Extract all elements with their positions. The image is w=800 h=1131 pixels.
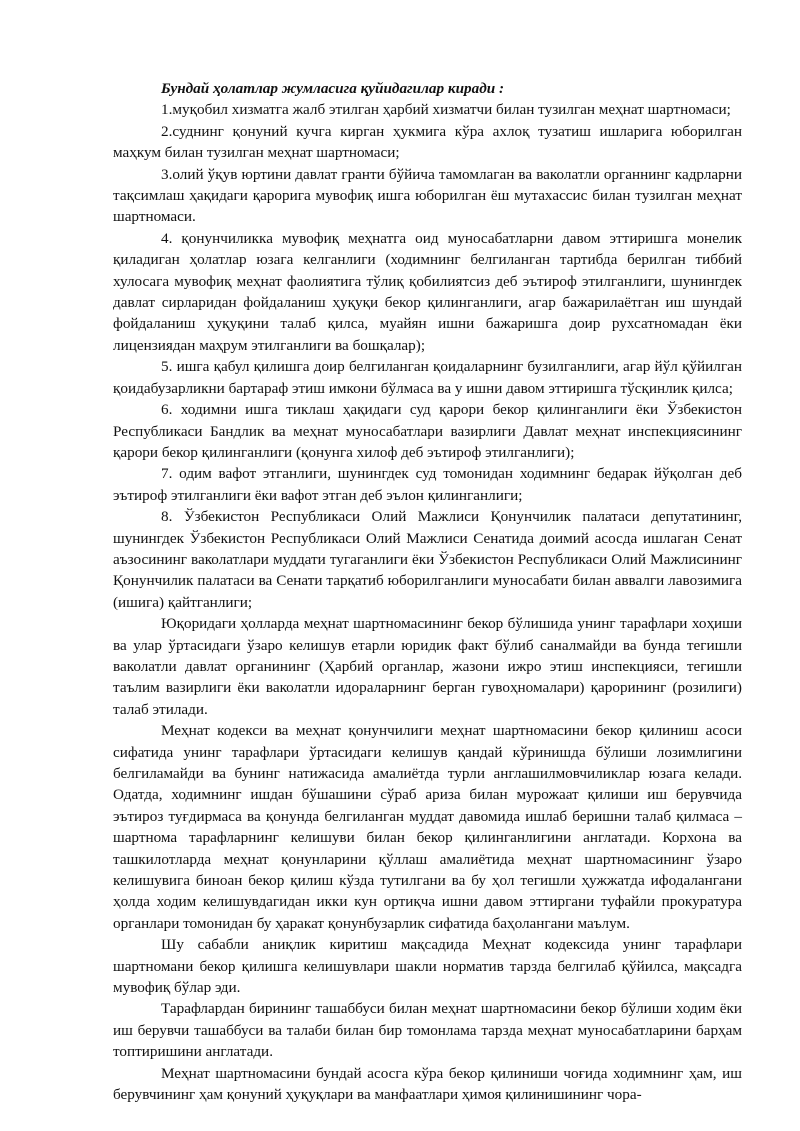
paragraph-5: 5. ишга қабул қилишга доир белгиланган қоидаларнинг бузилганлиги, агар йўл қўйилган қоидабузарликни бартараф этиш имкони бўлмаса ва у ишни давом эттиришга тўсқинлик қилса; [113, 358, 742, 397]
paragraph-12: Тарафлардан бирининг ташаббуси билан меҳнат шартномасини бекор бўлиши ходим ёки иш берувчи ташаббуси ва талаби билан бир томонлама тарзда меҳнат муносабатларини барҳам топтиришини англатади. [113, 1000, 742, 1061]
paragraph-3: 3.олий ўқув юртини давлат гранти бўйича тамомлаган ва ваколатли органнинг кадрларни тақсимлаш ҳақидаги қарорига мувофиқ ишга юборилган ёш мутахассис билан тузилган меҳнат шартномаси. [113, 165, 742, 226]
paragraph-4: 4. қонунчиликка мувофиқ меҳнатга оид муносабатларни давом эттиришга монелик қиладиган ҳолатлар юзага келганлиги (ходимнинг белгиланган тартибда берилган тиббий хулосага мувофиқ меҳнат фаолиятига тўлиқ қобилиятсиз деб эътироф этилганлиги, шунингдек давлат сирларидан фойдаланиш ҳуқуқи бекор қилинганлиги, агар бажарилаётган иш шундай фойдаланиш ҳуқуқини талаб қилса, муайян ишни бажаришга доир рухсатномадан ёки лицензиядан маҳрум этилганлиги ва бошқалар); [113, 229, 742, 354]
paragraph-10: Меҳнат кодекси ва меҳнат қонунчилиги меҳнат шартномасини бекор қилиниш асоси сифатида унинг тарафлари ўртасидаги келишув қандай кўринишда бўлиши лозимлигини белгиламайди ва бунинг натижасида амалиётда турли англашилмовчиликлар юзага келади. Одатда, ходимнинг ишдан бўшашини сўраб ариза билан мурожаат қилиши иш берувчида эътироз туғдирмаса ва қонунда белгиланган муддат давомида ишлаб беришни талаб қилмаса – шартнома тарафларнинг келишуви билан бекор қилинганлигини англатади. Корхона ва ташкилотларда меҳнат қонунларини қўллаш амалиётида меҳнат шартномасининг ўзаро келишувига биноан бекор қилиш кўзда тутилгани ва бу ҳол тегишли ҳужжатда ифодалангани ҳолда ходим келишувдагидан икки кун ортиқча ишни давом эттиргани туфайли прокуратура органлари томонидан бу ҳаракат қонунбузарлик сифатида баҳолангани маълум. [113, 722, 742, 932]
paragraph-1: 1.муқобил хизматга жалб этилган ҳарбий хизматчи билан тузилган меҳнат шартномаси; [161, 101, 731, 119]
paragraph-11: Шу сабабли аниқлик киритиш мақсадида Меҳнат кодексида унинг тарафлари шартномани бекор қилишга келишувлари шакли норматив тарзда белгилаб қўйилса, мақсадга мувофиқ бўлар эди. [113, 936, 742, 997]
document-page [113, 78, 742, 1106]
paragraph-6: 6. ходимни ишга тиклаш ҳақидаги суд қарори бекор қилинганлиги ёки Ўзбекистон Республикаси Бандлик ва меҳнат муносабатлари вазирлиги Давлат меҳнат инспекциясининг қарори бекор қилинганлиги (қонунга хилоф деб эътироф этилганлиги); [113, 401, 742, 461]
paragraph-9: Юқоридаги ҳолларда меҳнат шартномасининг бекор бўлишида унинг тарафлари хоҳиши ва улар ўртасидаги ўзаро келишув етарли юридик факт бўлиб саналмайди ва бунда тегишли ваколатли давлат органининг (Ҳарбий органлар, жазони ижро этиш инспекцияси, тегишли таълим вазирлиги ёки ваколатли идораларнинг берган гувоҳномалари) қарорининг (розилиги) талаб этилади. [113, 615, 742, 718]
paragraph-2: 2.суднинг қонуний кучга кирган ҳукмига кўра ахлоқ тузатиш ишларига юборилган маҳкум билан тузилган меҳнат шартномаси; [113, 122, 742, 162]
paragraph-13: Меҳнат шартномасини бундай асосга кўра бекор қилиниши чоғида ходимнинг ҳам, иш берувчининг ҳам қонуний ҳуқуқлари ва манфаатлари ҳимоя қилинишининг чора- [113, 1064, 742, 1104]
paragraph-8: 8. Ўзбекистон Республикаси Олий Мажлиси Қонунчилик палатаси депутатининг, шунингдек Ўзбекистон Республикаси Олий Мажлиси Сенатида доимий асосда ишлаган Сенат аъзосининг ваколатлари муддати тугаганлиги ёки Ўзбекистон Республикаси Олий Мажлисининг Қонунчилик палатаси ва Сенати тарқатиб юборилганлиги муносабати билан аввалги лавозимига (ишига) қайтганлиги; [113, 508, 742, 611]
paragraph-7: 7. одим вафот этганлиги, шунингдек суд томонидан ходимнинг бедарак йўқолган деб эътироф этилганлиги ёки вафот этган деб эълон қилинганлиги; [113, 465, 742, 504]
section-heading: Бундай ҳолатлар жумласига қуйидагилар киради : [161, 80, 505, 97]
